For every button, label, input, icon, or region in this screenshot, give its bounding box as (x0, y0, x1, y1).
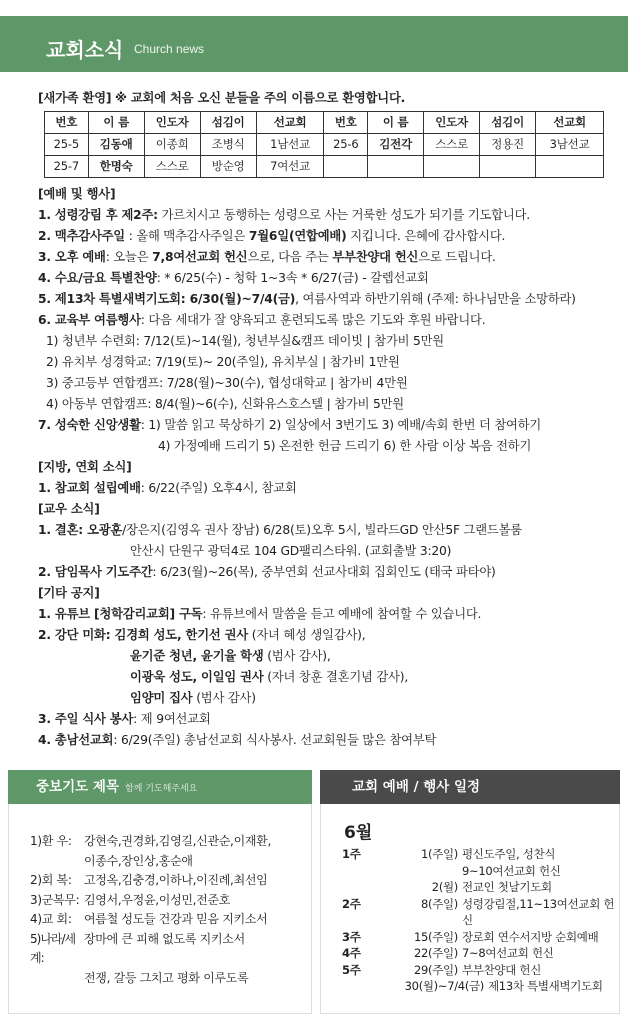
date (384, 863, 462, 880)
item-lead: 6. 교육부 여름행사 (38, 313, 141, 327)
worship-item-7 (38, 415, 604, 436)
schedule-list (342, 846, 622, 995)
table-row (342, 879, 622, 896)
item-lead: 7. 성숙한 신앙생활 (38, 418, 141, 432)
week: 4주 (342, 946, 361, 960)
cell: 스스로 (424, 134, 480, 156)
table-row (342, 929, 622, 946)
item-emphasis: 임양미 집사 (130, 691, 193, 705)
week (342, 879, 384, 896)
item-lead: 3. 주일 식사 봉사 (38, 712, 134, 726)
list-item-cont (30, 969, 310, 989)
col-name: 이 름 (88, 112, 144, 134)
page-title: 교회소식 (46, 38, 124, 62)
item-text: , 여름사역과 하반기위해 (주제: 하나님만을 소망하라) (295, 292, 576, 306)
col-name: 이 름 (368, 112, 424, 134)
cell: 3남선교 (536, 134, 604, 156)
prayer-list (30, 832, 310, 988)
item-lead: 4. 총남선교회 (38, 733, 114, 747)
col-server: 섬김이 (200, 112, 256, 134)
cell: 한명숙 (88, 156, 144, 178)
prayer-label: 1)환 우: (30, 834, 72, 848)
prayer-label: 4)교 회: (30, 912, 72, 926)
item-lead: 3. 오후 예배 (38, 250, 106, 264)
week: 2주 (342, 896, 361, 911)
item-lead: 2. 담임목사 기도주간 (38, 565, 153, 579)
col-mission: 선교회 (536, 112, 604, 134)
item-lead: 1. 유튜브 [청학감리교회] 구독 (38, 607, 203, 621)
prayer-text: 고정옥,김충경,이하나,이진례,최선임 (84, 873, 268, 887)
cell: 김전각 (368, 134, 424, 156)
cell: 25-5 (45, 134, 89, 156)
worship-item-5 (38, 289, 604, 310)
worship-item-6 (38, 310, 604, 331)
week (342, 863, 384, 880)
date: 15(주일) (413, 929, 458, 944)
item-text: (범사 감사) (192, 691, 256, 705)
item-lead: 4. 수요/금요 특별찬양 (38, 271, 157, 285)
item-lead: 1. 성령강림 후 제2주: (38, 208, 158, 222)
date: 30(월)~7/4(금) (404, 979, 484, 993)
flower-line (38, 646, 604, 667)
prayer-text: 전쟁, 갈등 그치고 평화 이루도록 (84, 970, 249, 985)
item-text: 지킵니다. 은혜에 감사합시다. (346, 229, 506, 243)
others-item-2 (38, 625, 604, 646)
prayer-label: 5)나라/세계: (30, 931, 76, 965)
worship-item-3 (38, 247, 604, 268)
cell (324, 156, 368, 178)
list-item (30, 910, 310, 930)
item-text: : 6/23(월)~26(목), 중부연회 선교사대회 집회인도 (태국 파타야) (152, 565, 496, 579)
cell (368, 156, 424, 178)
prayer-panel-header (8, 770, 312, 804)
schedule-title: 교회 예배 / 행사 일정 (352, 779, 481, 795)
item-text: : 6/22(주일) 오후4시, 참교회 (140, 481, 297, 495)
list-item: 2) 유치부 성경학교: 7/19(토)~ 20(주일), 유치부실 | 참가비 1만원 (46, 355, 400, 369)
welcome-heading: [새가족 환영] (38, 91, 112, 105)
spacer (30, 969, 84, 989)
item-text: : 올해 맥추감사주일은 (124, 229, 249, 243)
visitor-header-row (45, 112, 604, 134)
item-lead: 2. 강단 미화: (38, 628, 115, 642)
members-heading: [교우 소식] (38, 502, 100, 516)
week: 1주 (342, 847, 361, 861)
cell: 25-7 (45, 156, 89, 178)
members-item-1 (38, 520, 604, 541)
visitor-table (44, 111, 604, 178)
cell: 25-6 (324, 134, 368, 156)
table-row (342, 896, 622, 929)
worship-item-4 (38, 268, 604, 289)
schedule-panel-header (320, 770, 620, 804)
list-item (30, 930, 310, 969)
list-item (30, 832, 310, 852)
list-item (30, 891, 310, 911)
list-item (30, 871, 310, 891)
cell: 스스로 (144, 156, 200, 178)
item-text: 가르치시고 동행하는 성령으로 사는 거룩한 성도가 되기를 기도합니다. (157, 208, 530, 222)
item-lead: 5. 제13차 특별새벽기도회: 6/30(월)~7/4(금) (38, 292, 296, 306)
item-lead: 1. 참교회 설립예배 (38, 481, 141, 495)
prayer-text: 여름철 성도들 건강과 믿음 지키소서 (84, 912, 268, 926)
item-text: (범사 감사), (263, 649, 331, 663)
regional-heading: [지방, 연회 소식] (38, 460, 132, 474)
flower-line (38, 688, 604, 709)
worship-heading: [예배 및 행사] (38, 187, 116, 201)
item-text: /장은지(김영옥 권사 장남) 6/28(토)오후 5시, 빌라드GD 안산5F 그랜드볼룸 (122, 523, 522, 537)
worship-item-1 (38, 205, 604, 226)
others-item-3 (38, 709, 604, 730)
event: 장로회 연수서지방 순회예배 (462, 929, 599, 944)
cell: 7여선교 (256, 156, 324, 178)
list-item-cont (30, 852, 310, 872)
prayer-text: 김영서,우정윤,이성민,전준호 (84, 892, 231, 907)
event: 제13차 특별새벽기도회 (488, 979, 603, 993)
flower-line (38, 667, 604, 688)
cell: 방순영 (200, 156, 256, 178)
prayer-text: 이종수,장인상,홍순애 (84, 853, 193, 868)
regional-item (38, 478, 604, 499)
event: 전교인 첫날기도회 (462, 880, 552, 894)
table-row (342, 945, 622, 962)
item-emphasis: 이광욱 성도, 이일임 권사 (130, 670, 264, 684)
item-text: : * 6/25(수) - 청학 1~3속 * 6/27(금) - 갈렙선교회 (156, 271, 429, 285)
cell: 이종희 (144, 134, 200, 156)
others-item-4 (38, 730, 604, 751)
list-item: 1) 청년부 수련회: 7/12(토)~14(월), 청년부실&캠프 데이빗 | 참가비 5만원 (46, 334, 444, 348)
cell: 조병식 (200, 134, 256, 156)
item-text: : 제 9여선교회 (133, 712, 211, 726)
item-lead: 2. 맥추감사주일 (38, 229, 125, 243)
event: 7~8여선교회 헌신 (462, 946, 554, 960)
event: 9~10여선교회 헌신 (462, 863, 561, 878)
prayer-text: 강현숙,권경화,김영길,신관순,이재환, (84, 834, 271, 848)
prayer-subtitle: 함께 기도해주세요 (124, 784, 198, 794)
item-emphasis: 김경희 성도, 한기선 권사 (114, 628, 249, 642)
item-text: (자녀 창훈 결혼기념 감사), (263, 670, 409, 684)
cell: 1남선교 (256, 134, 324, 156)
others-item-1 (38, 604, 604, 625)
item-emphasis: 윤기준 청년, 윤기율 학생 (130, 649, 264, 663)
col-guide: 인도자 (144, 112, 200, 134)
table-row (45, 134, 604, 156)
prayer-text: 장마에 큰 피해 없도록 지키소서 (84, 931, 245, 946)
week: 3주 (342, 929, 361, 944)
col-number: 번호 (324, 112, 368, 134)
item-lead: 1. 결혼: 오광훈 (38, 523, 123, 537)
item-emphasis: 7월6일(연합예배) (248, 229, 347, 243)
prayer-label: 3)군복무: (30, 892, 80, 907)
welcome-section (38, 88, 604, 109)
cell: 김동애 (88, 134, 144, 156)
table-row (342, 863, 622, 880)
cell (536, 156, 604, 178)
date: 2(월) (431, 880, 458, 894)
table-row (45, 156, 604, 178)
item-text: : 1) 말씀 읽고 묵상하기 2) 일상에서 3번기도 3) 예배/속회 한번 더 참여하기 (140, 418, 542, 432)
table-row (342, 846, 622, 863)
worship-item-2 (38, 226, 604, 247)
date: 8(주일) (420, 896, 458, 911)
col-server: 섬김이 (480, 112, 536, 134)
list-item: 4) 아동부 연합캠프: 8/4(월)~6(수), 신화유스호스텔 | 참가비 5만원 (46, 397, 404, 411)
week (342, 978, 384, 995)
prayer-title: 중보기도 제목 (36, 779, 119, 795)
date: 22(주일) (413, 946, 458, 960)
item-text: (자녀 혜성 생일감사), (248, 628, 366, 642)
page-subtitle: Church news (134, 42, 205, 56)
cell (480, 156, 536, 178)
event: 평신도주일, 성찬식 (462, 847, 556, 861)
news-content (38, 88, 604, 751)
item-text: : 다음 세대가 잘 양육되고 훈련되도록 많은 기도와 후원 바랍니다. (140, 313, 486, 327)
item-text: 으로 드립니다. (418, 250, 496, 264)
event: 성령강림절,11~13여선교회 헌신 (462, 896, 615, 927)
cell (424, 156, 480, 178)
members-item-1-cont: 안산시 단원구 광덕4로 104 GD팰리스타워. (교회출발 3:20) (130, 544, 452, 558)
item-emphasis: 7,8여선교회 헌신 (152, 250, 248, 264)
table-row (342, 978, 622, 995)
col-mission: 선교회 (256, 112, 324, 134)
item-text: : 유튜브에서 말씀을 듣고 예배에 참여할 수 있습니다. (202, 607, 482, 621)
date: 1(주일) (420, 847, 458, 861)
cell: 정용진 (480, 134, 536, 156)
col-number: 번호 (45, 112, 89, 134)
worship-item-7-cont: 4) 가정예배 드리기 5) 온전한 헌금 드리기 6) 한 사람 이상 복음 전하기 (158, 439, 532, 453)
item-text: : 오늘은 (105, 250, 153, 264)
others-heading: [기타 공지] (38, 586, 100, 600)
list-item: 3) 중고등부 연합캠프: 7/28(월)~30(수), 협성대학교 | 참가비 4만원 (46, 376, 408, 390)
date: 29(주일) (413, 962, 458, 977)
col-guide: 인도자 (424, 112, 480, 134)
week: 5주 (342, 962, 361, 977)
welcome-note: ※ 교회에 처음 오신 분들을 주의 이름으로 환영합니다. (115, 91, 406, 105)
schedule-month: 6월 (344, 823, 373, 843)
members-item-2 (38, 562, 604, 583)
table-row (342, 962, 622, 979)
item-text: 으로, 다음 주는 (247, 250, 333, 264)
event: 부부찬양대 헌신 (462, 962, 542, 977)
spacer (30, 852, 84, 872)
item-emphasis: 부부찬양대 헌신 (332, 250, 419, 264)
prayer-label: 2)회 복: (30, 873, 72, 887)
item-text: : 6/29(주일) 총남선교회 식사봉사. 선교회원들 많은 참여부탁 (113, 733, 437, 747)
